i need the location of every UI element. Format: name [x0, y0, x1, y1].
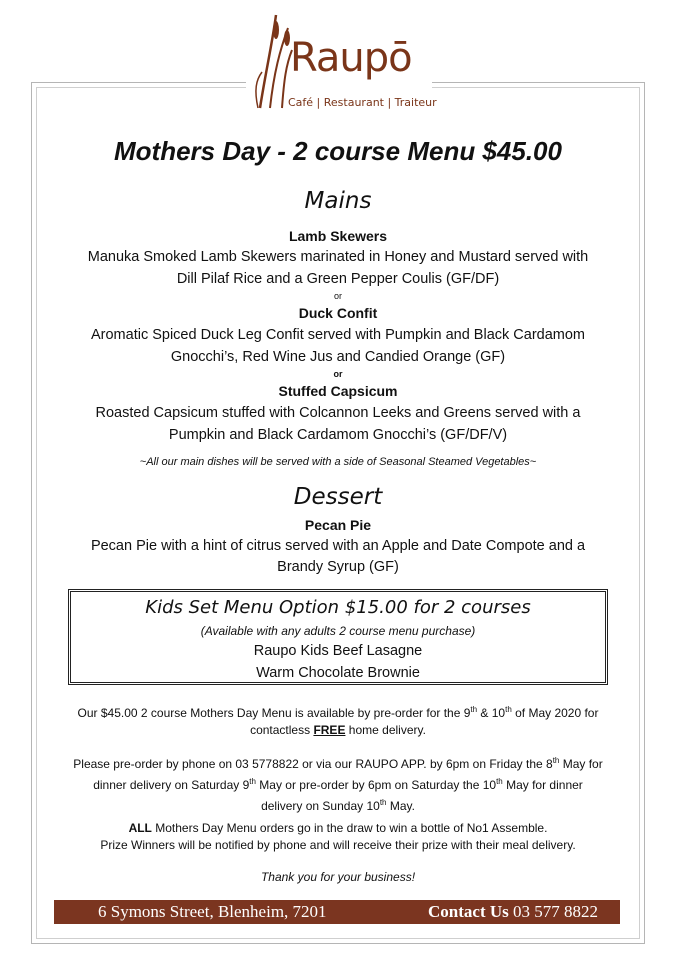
- menu-title: Mothers Day - 2 course Menu $45.00: [114, 136, 562, 166]
- info-paragraph-2: Please pre-order by phone on 03 5778822 or via our RAUPO APP. by 6pm on Friday the 8th May for dinner delivery on Saturday 9th May or pre-order by 6pm on Saturday the 10th May for dinner delivery on Sunday 10th May.: [73, 756, 603, 813]
- kids-title: Kids Set Menu Option $15.00 for 2 courses: [145, 597, 531, 618]
- mains-heading: Mains: [304, 188, 372, 214]
- footer-contact: [428, 902, 598, 922]
- dish-desc-pecan-1: Pecan Pie with a hint of citrus served with an Apple and Date Compote and a: [90, 538, 586, 554]
- info-paragraph-1: Our $45.00 2 course Mothers Day Menu is available by pre-order for the 9th & 10th of May 2020 for contactless FREE home delivery.: [77, 705, 599, 737]
- dish-desc-lamb-2: Dill Pilaf Rice and a Green Pepper Coulis (GF/DF): [176, 271, 500, 287]
- contact-label: Contact Us: [428, 902, 509, 921]
- dish-desc-capsicum-1: Roasted Capsicum stuffed with Colcannon Leeks and Greens served with a: [95, 405, 581, 421]
- all-label: ALL: [128, 821, 152, 835]
- footer-address: 6 Symons Street, Blenheim, 7201: [98, 902, 327, 921]
- or-separator: or: [333, 291, 342, 301]
- info-paragraph-3: ALL Mothers Day Menu orders go in the draw to win a bottle of No1 Assemble. Prize Winners will be notified by phone and will receive their prize with their meal delivery.: [100, 821, 576, 852]
- dish-desc-capsicum-2: Pumpkin and Black Cardamom Gnocchi’s (GF/DF/V): [168, 427, 508, 443]
- free-label: FREE: [313, 723, 346, 737]
- dish-desc-duck-1: Aromatic Spiced Duck Leg Confit served with Pumpkin and Black Cardamom: [90, 327, 586, 343]
- thank-you-note: Thank you for your business!: [260, 870, 416, 884]
- or-separator: or: [333, 369, 343, 379]
- dish-name-duck: Duck Confit: [298, 305, 378, 321]
- contact-phone[interactable]: 03 577 8822: [513, 902, 598, 921]
- kids-item-brownie: Warm Chocolate Brownie: [256, 665, 420, 681]
- brand-name: Raupō: [290, 35, 412, 81]
- side-note: ~All our main dishes will be served with a side of Seasonal Steamed Vegetables~: [139, 456, 537, 468]
- kids-note: (Available with any adults 2 course menu purchase): [200, 624, 476, 638]
- dish-name-capsicum: Stuffed Capsicum: [278, 383, 398, 399]
- brand-tagline: Café | Restaurant | Traiteur: [288, 96, 437, 109]
- footer-bar: [54, 900, 620, 924]
- dessert-heading: Dessert: [293, 484, 383, 510]
- kids-item-lasagne: Raupo Kids Beef Lasagne: [253, 643, 423, 659]
- dish-desc-duck-2: Gnocchi’s, Red Wine Jus and Candied Orange (GF): [170, 349, 506, 365]
- dish-name-pecan: Pecan Pie: [304, 517, 372, 533]
- dish-name-lamb: Lamb Skewers: [288, 228, 388, 244]
- dish-desc-lamb-1: Manuka Smoked Lamb Skewers marinated in Honey and Mustard served with: [87, 249, 589, 265]
- dish-desc-pecan-2: Brandy Syrup (GF): [277, 559, 399, 575]
